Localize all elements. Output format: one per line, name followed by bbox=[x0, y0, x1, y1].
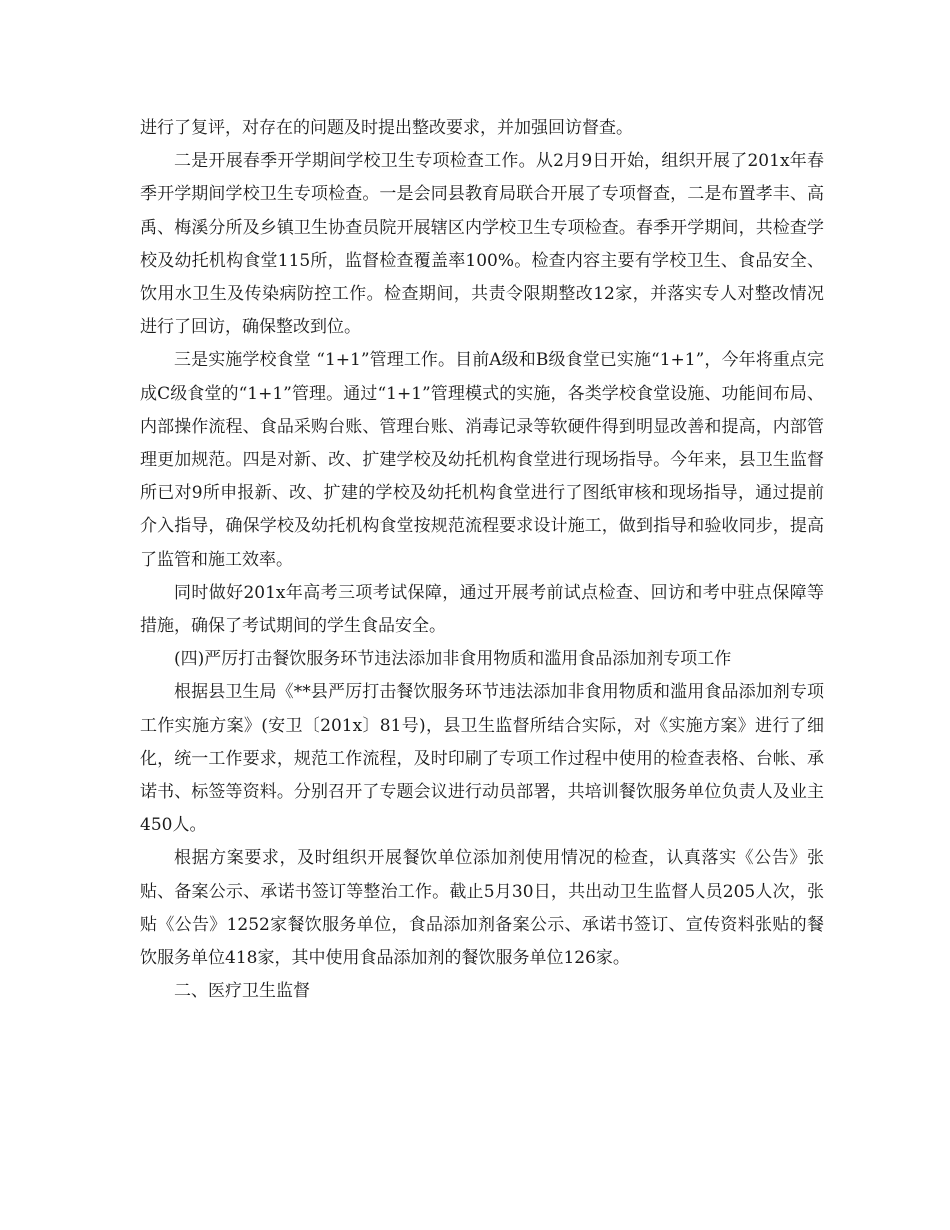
paragraph-implementation-plan: 根据县卫生局《**县严厉打击餐饮服务环节违法添加非食用物质和滥用食品添加剂专项工作实施方案》(安卫〔201x〕81号)，县卫生监督所结合实际，对《实施方案》进行了细化，统一工作要求，规范工作流程，及时印刷了专项工作过程中使用的检查表格、台帐、承诺书、标签等资料。分别召开了专题会议进行动员部署，共培训餐饮服务单位负责人及业主450人。 bbox=[140, 682, 824, 836]
paragraph-canteen-management: 三是实施学校食堂 “1+1”管理工作。目前A级和B级食堂已实施“1+1”，今年将重点完成C级食堂的“1+1”管理。通过“1+1”管理模式的实施，各类学校食堂设施、功能间布局、内部操作流程、食品采购台账、管理台账、消毒记录等软硬件得到明显改善和提高，内部管理更加规范。四是对新、改、扩建学校及幼托机构食堂进行现场指导。今年来，县卫生监督所已对9所申报新、改、扩建的学校及幼托机构食堂进行了图纸审核和现场指导，通过提前介入指导，确保学校及幼托机构食堂按规范流程要求设计施工，做到指导和验收同步，提高了监管和施工效率。 bbox=[140, 350, 824, 570]
section-heading-medical-supervision: 二、医疗卫生监督 bbox=[174, 981, 310, 1002]
paragraph-continuation: 进行了复评，对存在的问题及时提出整改要求，并加强回访督查。 bbox=[140, 118, 633, 138]
section-heading-crackdown: (四)严厉打击餐饮服务环节违法添加非食用物质和滥用食品添加剂专项工作 bbox=[174, 649, 732, 670]
paragraph-additive-inspection: 根据方案要求，及时组织开展餐饮单位添加剂使用情况的检查，认真落实《公告》张贴、备案公示、承诺书签订等整治工作。截止5月30日，共出动卫生监督人员205人次，张贴《公告》1252家餐饮服务单位，食品添加剂备案公示、承诺书签订、宣传资料张贴的餐饮服务单位418家，其中使用食品添加剂的餐饮服务单位126家。 bbox=[140, 848, 824, 969]
paragraph-exam-safety: 同时做好201x年高考三项考试保障，通过开展考前试点检查、回访和考中驻点保障等措施，确保了考试期间的学生食品安全。 bbox=[140, 582, 824, 637]
document-page bbox=[140, 112, 824, 1008]
paragraph-school-hygiene-inspection: 二是开展春季开学期间学校卫生专项检查工作。从2月9日开始，组织开展了201x年春季开学期间学校卫生专项检查。一是会同县教育局联合开展了专项督查，二是布置孝丰、高禹、梅溪分所及乡镇卫生协查员院开展辖区内学校卫生专项检查。春季开学期间，共检查学校及幼托机构食堂115所，监督检查覆盖率100%。检查内容主要有学校卫生、食品安全、饮用水卫生及传染病防控工作。检查期间，共责令限期整改12家，并落实专人对整改情况进行了回访，确保整改到位。 bbox=[140, 151, 824, 338]
